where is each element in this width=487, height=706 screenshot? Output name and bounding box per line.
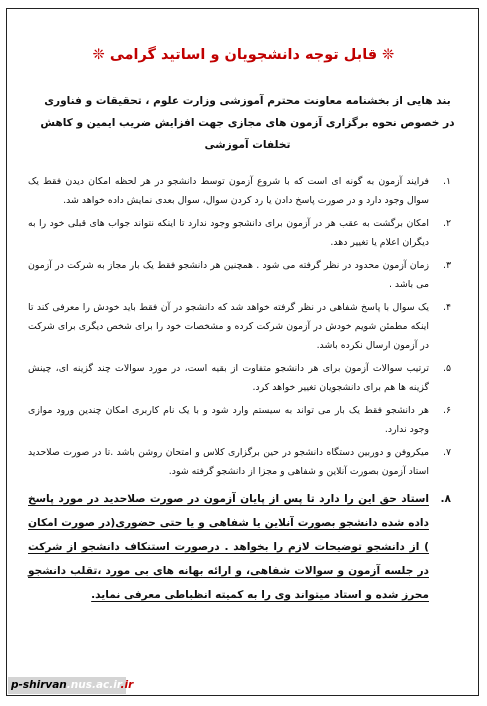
rule-text: میکروفن و دوربین دستگاه دانشجو در حین برگزاری کلاس و امتحان روشن باشد .تا در صورت صلاحدید استاد آزمون بصورت آنلاین و شفاهی و مجزا از دانشجو گرفته شود. [28, 447, 429, 477]
rule-item-1 [28, 172, 451, 210]
rule-text: یک سوال با پاسخ شفاهی در نظر گرفته خواهد شد که دانشجو در آن فقط باید خودش را معرفی کند تا اینکه مطمئن شویم خودش در آزمون شرکت کرده و مشخصات خود را برای شخص دیگری برای شرکت در آزمون ارسال نکرده باشد. [28, 302, 429, 351]
rule-item-6 [28, 401, 451, 439]
website-badge [8, 677, 134, 694]
rule-item-2 [28, 214, 451, 252]
rule-item-3 [28, 256, 451, 294]
rule-number: ۳. [442, 260, 451, 271]
intro-paragraph: بند هایی از بخشنامه معاونت محترم آموزشی وزارت علوم ، تحقیقات و فناوری در خصوص نحوه برگزاری آزمون های مجازی جهت افزایش ضریب ایمین و کاهش تخلفات آموزشی [40, 95, 455, 151]
website-tld: .ir [120, 679, 134, 691]
rule-text: هر دانشجو فقط یک بار می تواند به سیستم وارد شود و با یک نام کاربری امکان چندین ورود موازی وجود ندارد. [28, 405, 429, 435]
page-title: ❊ قابل توجه دانشجویان و اساتید گرامی ❊ [92, 47, 395, 63]
rule-item-8 [28, 487, 451, 607]
website-name: p-shirvan [11, 679, 67, 691]
rule-number: ۸. [440, 493, 451, 505]
rule-number: ۷. [442, 447, 451, 458]
rule-number: ۲. [442, 218, 451, 229]
rule-number: ۵. [442, 363, 451, 374]
rule-text: زمان آزمون محدود در نظر گرفته می شود . همچنین هر دانشجو فقط یک بار مجاز به شرکت در آزمون می باشد . [28, 260, 429, 290]
rules-list [28, 172, 451, 611]
rule-number: ۶. [442, 405, 451, 416]
rule-text: فرایند آزمون به گونه ای است که با شروع آزمون توسط دانشجو در هر لحظه امکان دیدن فقط یک سوال وجود دارد و در صورت پاسخ دادن یا رد کردن سوال، سوال بعدی نمایش داده خواهد شد. [28, 176, 429, 206]
rule-item-7 [28, 443, 451, 481]
rule-number: ۴. [442, 302, 451, 313]
rule-item-4 [28, 298, 451, 355]
rule-number: ۱. [442, 176, 451, 187]
rule-item-5 [28, 359, 451, 397]
website-domain: .nus.ac.ir [66, 679, 121, 691]
rule-text: ترتیب سوالات آزمون برای هر دانشجو متفاوت از بقیه است، در مورد سوالات چند گزینه ای، چینش گزینه ها هم برای دانشجویان تغییر خواهد کرد. [28, 363, 429, 393]
rule-text: امکان برگشت به عقب هر در آزمون برای دانشجو وجود ندارد تا اینکه نتواند جواب های قبلی خود را به دیگران اعلام یا تغییر دهد. [28, 218, 429, 248]
rule-text: استاد حق این را دارد تا پس از پایان آزمون در صورت صلاحدید در مورد پاسخ داده شده دانشجو بصورت آنلاین یا شفاهی و یا حتی حضوری(در صورت امکان ) از دانشجو توضیحات لازم را بخواهد . درصورت استنکاف دانشجو از شرکت در جلسه آزمون و سوالات شفاهی، و ارائه بهانه های بی مورد ،تقلب دانشجو محرز شده و استاد میتواند وی را به کمیته انظباطی معرفی نماید. [28, 493, 429, 601]
